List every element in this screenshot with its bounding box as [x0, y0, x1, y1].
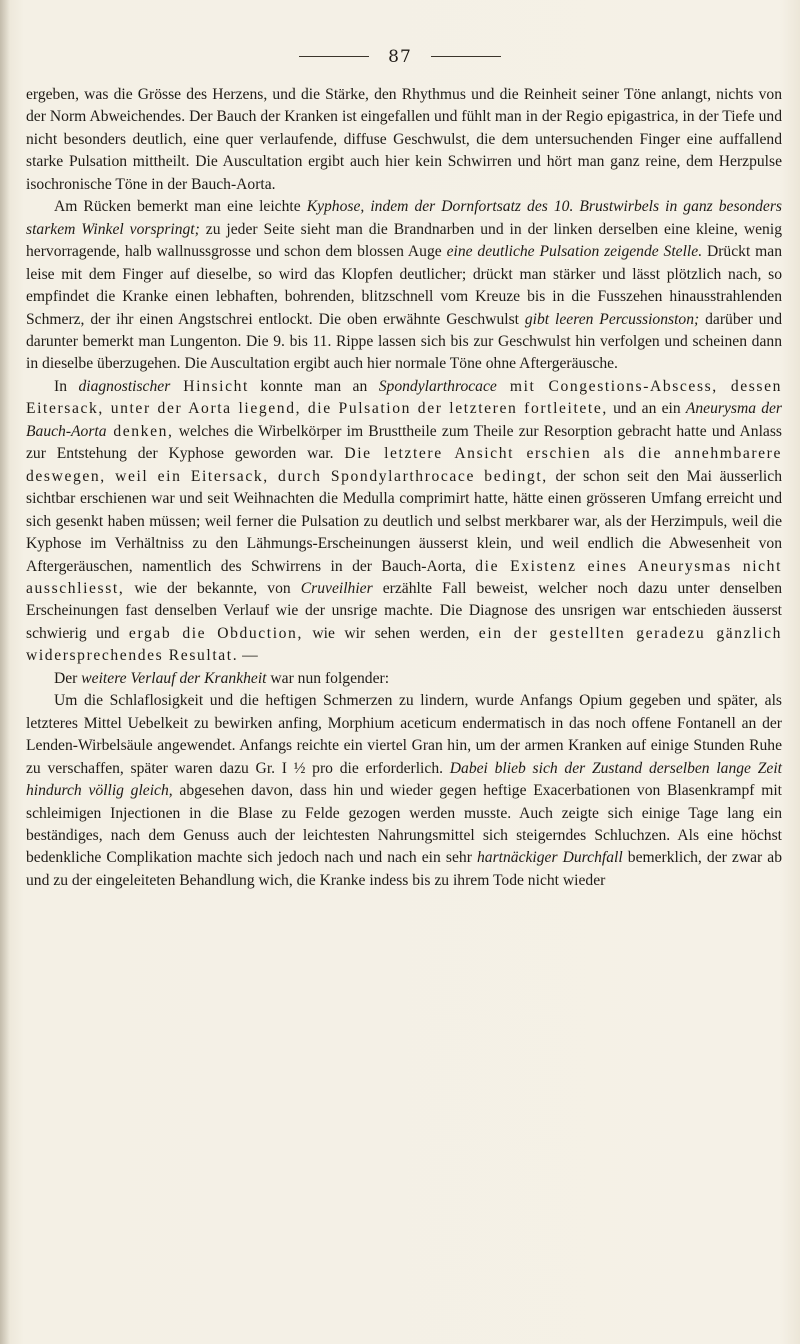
body-text: [26, 84, 782, 892]
text-segment: Der: [54, 669, 82, 687]
text-segment: Spondylarthrocace: [378, 377, 497, 395]
text-segment: abgesehen davon, dass hin und wieder gegen heftige Exacerbationen von Blasenkrampf mit schleimigen Injectionen in die Blase zu Felde gezogen werden musste. Auch zeigte sich einige Tage lang ein beständiges, nach dem Genuss auch der leichtesten Nahrungsmittel sich steigerndes Schluchzen. Als eine höchst bedenkliche Complikation machte sich jedoch nach und nach ein sehr: [26, 782, 783, 867]
text-segment: konnte man an: [248, 377, 379, 395]
text-segment: In: [54, 377, 79, 395]
text-segment: —: [238, 647, 258, 665]
text-segment: darüber und darunter bemerkt man Lungenton. Die 9. bis 11. Rippe lassen sich bis zur Geschwulst hin verfolgen und scheinen dann in dieselbe überzugehen. Die Auscultation ergibt auch hier normale Töne ohne Aftergeräusche.: [26, 310, 783, 373]
text-segment: wie der bekannte, von: [124, 579, 301, 597]
text-segment: Am Rücken bemerkt man eine leichte: [54, 198, 307, 216]
text-segment: war nun folgender:: [266, 669, 390, 687]
paragraph-treatment: [26, 690, 782, 892]
page-spine-shadow: [0, 0, 10, 1344]
text-segment: bemerklich, der zwar ab und zu der eingeleiteten Behandlung wich, die Kranke indess bis zu ihrem Tode nicht wieder: [26, 849, 783, 889]
text-segment: Kyphose, indem der Dornfortsatz des 10. Brustwirbels in ganz besonders starkem Winkel vorspringt;: [26, 198, 782, 238]
text-segment: Aneurysma der Bauch-Aorta: [26, 400, 783, 440]
text-segment: hartnäckiger Durchfall: [476, 849, 623, 867]
text-segment: eine deutliche Pulsation zeigende Stelle.: [446, 243, 703, 261]
text-segment: Die letztere Ansicht erschien als die annehmbarere deswegen, weil ein Eitersack, durch Spondylarthrocace bedingt,: [26, 445, 782, 485]
text-segment: weitere Verlauf der Krankheit: [81, 669, 267, 687]
text-segment: diagnostischer: [78, 377, 171, 395]
text-segment: Um die Schlaflosigkeit und die heftigen Schmerzen zu lindern, wurde Anfangs Opium gegeben und später, als letzteres Mittel Uebelkeit zu bewirken anfing, Morphium aceticum endermatisch in das noch offene Fontanell an der Lenden-Wirbelsäule angewendet. Anfangs reichte ein viertel Gran hin, um der armen Kranken auf einige Stunden Ruhe zu verschaffen, später waren dazu Gr. I ½ pro die erforderlich.: [26, 692, 782, 777]
text-segment: gibt leeren Percussionston;: [524, 310, 700, 328]
text-segment: ergab die Obduction,: [128, 624, 303, 642]
text-segment: Drückt man leise mit dem Finger auf dieselbe, so wird das Klopfen deutlicher; drückt man stärker und lässt plötzlich nach, so empfindet die Kranke einen lebhaften, bohrenden, blitzschnell vom Kreuze bis in die Fusszehen hinausstrahlenden Schmerz, der ihr einen Angstschrei entlockt. Die oben erwähnte Geschwulst: [26, 243, 783, 328]
paragraph-back-examination: [26, 196, 782, 376]
text-segment: denken,: [106, 422, 174, 440]
text-segment: der schon seit den Mai äusserlich sichtbar erschienen war und seit Weihnachten die Medulla comprimirt hatte, hätte einen grösseren Umfang erreicht und sich gesenkt haben müssen; weil ferner die Pulsation zu deutlich und selbst merkbarer war, als der Herzimpuls, weil die Kyphose im Verhältniss zu den Lähmungs-Erscheinungen äusserst klein, und weil endlich die Abwesenheit von Aftergeräuschen, namentlich des Schwirrens in der Bauch-Aorta,: [26, 467, 782, 575]
text-segment: welches die Wirbelkörper im Brusttheile zum Theile zur Resorption gebracht hatte und Anlass zur Entstehung der Kyphose geworden war.: [26, 422, 782, 463]
paragraph-diagnosis: [26, 376, 782, 668]
text-segment: ergeben, was die Grösse des Herzens, und die Stärke, den Rhythmus und die Reinheit seiner Töne anlangt, nichts von der Norm Abweichendes. Der Bauch der Kranken ist eingefallen und fühlt man in der Regio epigastrica, in der Tiefe und nicht besonders deutlich, eine quer verlaufende, diffuse Geschwulst, die dem untersuchenden Finger eine auffallend starke Pulsation mittheilt. Die Auscultation ergibt auch hier kein Schwirren und hört man ganz reine, dem Herzpulse isochronische Töne in der Bauch-Aorta.: [26, 86, 782, 193]
text-segment: wie wir sehen werden,: [302, 624, 479, 642]
text-segment: Cruveilhier: [300, 579, 373, 597]
page-header: [0, 46, 800, 70]
header-rule-left: [299, 56, 369, 57]
text-segment: Dabei blieb sich der Zustand derselben lange Zeit hindurch völlig gleich,: [26, 759, 782, 800]
text-segment: mit Congestions-Abscess, dessen Eitersack, unter der Aorta liegend, die Pulsation der letzteren fortleitete,: [26, 377, 783, 418]
paragraph-continuation: [26, 84, 782, 196]
text-segment: zu jeder Seite sieht man die Brandnarben und in der linken derselben eine kleine, wenig hervorragende, halb wallnussgrosse und schon dem blossen Auge: [26, 220, 782, 261]
header-rule-right: [431, 56, 501, 57]
text-segment: die Existenz eines Aneurysmas nicht ausschliesst,: [26, 557, 783, 597]
text-segment: Hinsicht: [170, 377, 249, 395]
paragraph-course-heading: [26, 668, 782, 690]
page-number: 87: [388, 46, 412, 67]
text-segment: ein der gestellten geradezu gänzlich widersprechendes Resultat.: [26, 624, 782, 665]
text-segment: erzählte Fall beweist, welcher noch dazu unter denselben Erscheinungen fast denselben Verlauf wie der unsrige machte. Die Diagnose des unsrigen war entschieden äusserst schwierig und: [26, 579, 782, 642]
text-segment: und an ein: [607, 400, 686, 418]
